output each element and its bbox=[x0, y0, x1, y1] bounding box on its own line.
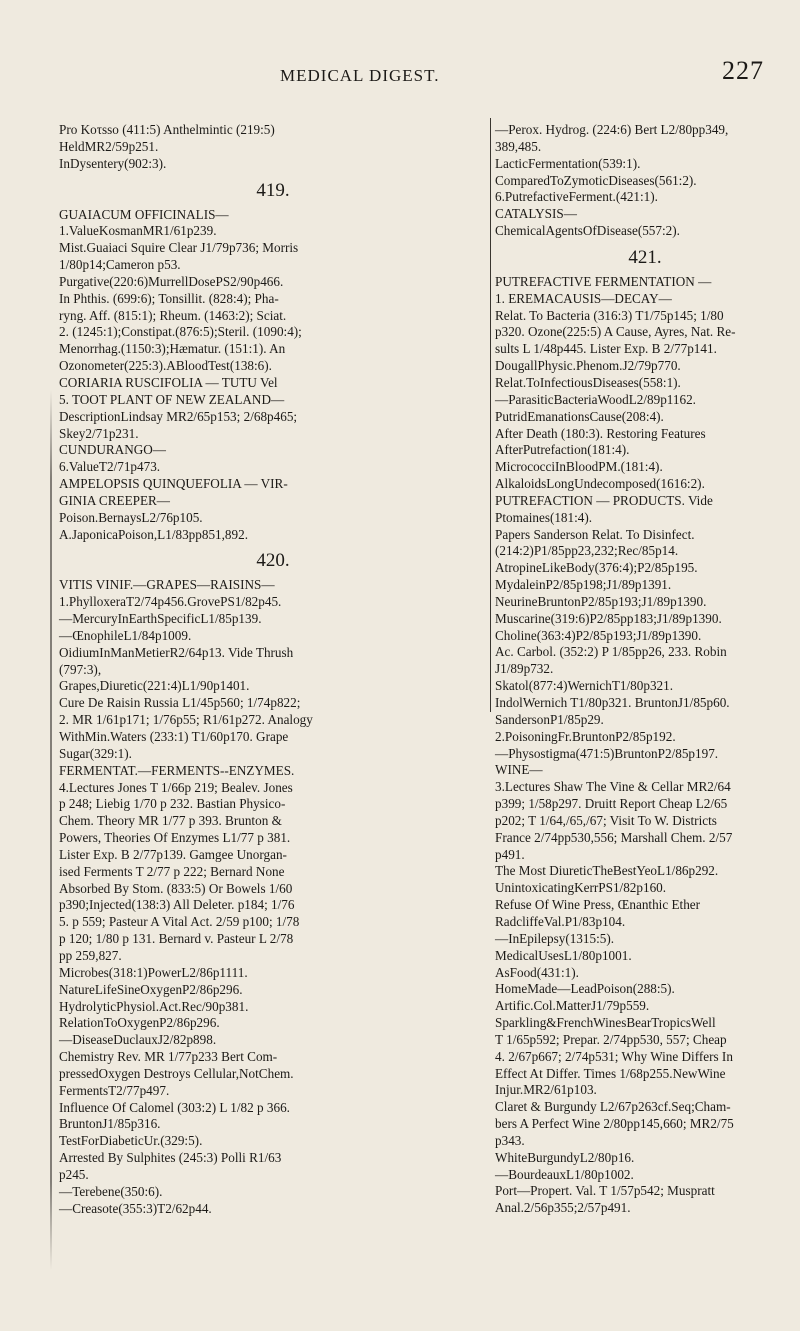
index-line: BruntonJ1/85p316. bbox=[59, 1116, 161, 1132]
index-line: 1. EREMACAUSIS—DECAY— bbox=[495, 290, 672, 306]
index-line: Ac. Carbol. (352:2) P 1/85pp26, 233. Robin bbox=[495, 644, 727, 660]
index-line: Mist.Guaiaci Squire Clear J1/79p736; Morris bbox=[59, 240, 299, 256]
index-line: (214:2)P1/85pp23,232;Rec/85p14. bbox=[495, 543, 679, 559]
index-line: PUTREFACTIVE FERMENTATION — bbox=[495, 273, 712, 289]
left-column bbox=[59, 122, 487, 1217]
index-line: LacticFermentation(539:1). bbox=[495, 155, 641, 171]
index-line: OidiumInManMetierR2/64p13. Vide Thrush bbox=[59, 644, 294, 660]
index-line: In Phthis. (699:6); Tonsillit. (828:4); Pha- bbox=[59, 290, 279, 306]
index-line: Microbes(318:1)PowerL2/86p1111. bbox=[59, 964, 248, 980]
index-line: bers A Perfect Wine 2/80pp145,660; MR2/75 bbox=[495, 1116, 734, 1132]
index-line: PUTREFACTION — PRODUCTS. Vide bbox=[495, 492, 713, 508]
index-line: UnintoxicatingKerrPS1/82p160. bbox=[495, 880, 667, 896]
index-line: AfterPutrefaction(181:4). bbox=[495, 442, 630, 458]
index-line: InDysentery(902:3). bbox=[59, 155, 167, 171]
index-line: p202; T 1/64,/65,/67; Visit To W. Districts bbox=[495, 812, 717, 828]
index-line: —MercuryInEarthSpecificL1/85p139. bbox=[59, 611, 262, 627]
section-number: 420. bbox=[256, 550, 290, 572]
index-line: NatureLifeSineOxygenP2/86p296. bbox=[59, 981, 243, 997]
index-line: CORIARIA RUSCIFOLIA — TUTU Vel bbox=[59, 374, 278, 390]
index-line: GUAIACUM OFFICINALIS— bbox=[59, 206, 229, 222]
index-line: Powers, Theories Of Enzymes L1/77 p 381. bbox=[59, 830, 291, 846]
column-rule bbox=[490, 118, 491, 712]
index-line: Artific.Col.MatterJ1/79p559. bbox=[495, 998, 650, 1014]
index-line: RadcliffeVal.P1/83p104. bbox=[495, 913, 626, 929]
index-line: WhiteBurgundyL2/80p16. bbox=[495, 1149, 635, 1165]
index-line: RelationToOxygenP2/86p296. bbox=[59, 1015, 220, 1031]
index-line: Lister Exp. B 2/77p139. Gamgee Unorgan- bbox=[59, 846, 287, 862]
index-line: Menorrhag.(1150:3);Hæmatur. (151:1). An bbox=[59, 341, 286, 357]
index-line: AlkaloidsLongUndecomposed(1616:2). bbox=[495, 476, 705, 492]
index-line: PutridEmanationsCause(208:4). bbox=[495, 408, 664, 424]
index-line: MicrococciInBloodPM.(181:4). bbox=[495, 459, 663, 475]
index-line: —ŒnophileL1/84p1009. bbox=[59, 627, 192, 643]
index-line: pp 259,827. bbox=[59, 947, 122, 963]
index-line: 6.PutrefactiveFerment.(421:1). bbox=[495, 189, 658, 205]
index-line: 3.Lectures Shaw The Vine & Cellar MR2/64 bbox=[495, 779, 731, 795]
index-line: p390;Injected(138:3) All Deleter. p184; 1/76 bbox=[59, 897, 295, 913]
index-line: Influence Of Calomel (303:2) L 1/82 p 366. bbox=[59, 1099, 290, 1115]
index-line: p 120; 1/80 p 131. Bernard v. Pasteur L 2/78 bbox=[59, 931, 294, 947]
index-line: Purgative(220:6)MurrellDosePS2/90p466. bbox=[59, 273, 284, 289]
index-line: Papers Sanderson Relat. To Disinfect. bbox=[495, 526, 695, 542]
index-line: —BourdeauxL1/80p1002. bbox=[495, 1166, 634, 1182]
index-line: p 248; Liebig 1/70 p 232. Bastian Physico- bbox=[59, 796, 286, 812]
index-line: TestForDiabeticUr.(329:5). bbox=[59, 1133, 203, 1149]
index-line: Anal.2/56p355;2/57p491. bbox=[495, 1200, 631, 1216]
index-line: WINE— bbox=[495, 762, 543, 778]
index-line: Effect At Differ. Times 1/68p255.NewWine bbox=[495, 1065, 726, 1081]
index-line: GINIA CREEPER— bbox=[59, 492, 170, 508]
index-line: France 2/74pp530,556; Marshall Chem. 2/57 bbox=[495, 829, 733, 845]
index-line: Chem. Theory MR 1/77 p 393. Brunton & bbox=[59, 813, 282, 829]
index-line: —Perox. Hydrog. (224:6) Bert L2/80pp349, bbox=[495, 122, 729, 137]
index-line: Ptomaines(181:4). bbox=[495, 509, 593, 525]
index-line: ChemicalAgentsOfDisease(557:2). bbox=[495, 223, 680, 239]
index-line: 6.ValueT2/71p473. bbox=[59, 459, 161, 475]
index-line: 1/80p14;Cameron p53. bbox=[59, 257, 181, 273]
index-line: ised Ferments T 2/77 p 222; Bernard None bbox=[59, 863, 285, 879]
index-line: Claret & Burgundy L2/67p263cf.Seq;Cham- bbox=[495, 1099, 731, 1115]
index-line: Chemistry Rev. MR 1/77p233 Bert Com- bbox=[59, 1049, 278, 1065]
index-line: p245. bbox=[59, 1166, 89, 1182]
index-line: Poison.BernaysL2/76p105. bbox=[59, 509, 203, 525]
index-line: p399; 1/58p297. Druitt Report Cheap L2/65 bbox=[495, 796, 728, 812]
index-line: Sugar(329:1). bbox=[59, 745, 132, 761]
index-line: p343. bbox=[495, 1132, 525, 1148]
index-line: (797:3), bbox=[59, 661, 102, 677]
index-line: Skey2/71p231. bbox=[59, 425, 139, 441]
right-column bbox=[495, 122, 795, 1217]
index-line: Refuse Of Wine Press, Œnanthic Ether bbox=[495, 897, 701, 913]
index-line: —Terebene(350:6). bbox=[59, 1183, 163, 1199]
index-line: ryng. Aff. (815:1); Rheum. (1463:2); Sciat. bbox=[59, 307, 287, 323]
index-line: Injur.MR2/61p103. bbox=[495, 1082, 597, 1098]
index-line: SandersonP1/85p29. bbox=[495, 711, 604, 727]
index-line: Ozonometer(225:3).ABloodTest(138:6). bbox=[59, 358, 272, 374]
index-line: Choline(363:4)P2/85p193;J1/89p1390. bbox=[495, 627, 702, 643]
margin-shadow bbox=[50, 390, 52, 1270]
index-line: After Death (180:3). Restoring Features bbox=[495, 425, 706, 441]
index-line: Muscarine(319:6)P2/85pp183;J1/89p1390. bbox=[495, 610, 722, 626]
index-line: —InEpilepsy(1315:5). bbox=[495, 930, 615, 946]
index-line: WithMin.Waters (233:1) T1/60p170. Grape bbox=[59, 729, 289, 744]
index-line: Absorbed By Stom. (833:5) Or Bowels 1/60 bbox=[59, 880, 293, 896]
index-line: AMPELOPSIS QUINQUEFOLIA — VIR- bbox=[59, 476, 288, 492]
index-line: MedicalUsesL1/80p1001. bbox=[495, 947, 632, 963]
index-line: Pro Koτsso (411:5) Anthelmintic (219:5) bbox=[59, 122, 275, 137]
index-line: HydrolyticPhysiol.Act.Rec/90p381. bbox=[59, 998, 249, 1014]
page-number: 227 bbox=[722, 56, 764, 85]
section-number: 419. bbox=[256, 179, 290, 201]
index-line: VITIS VINIF.—GRAPES—RAISINS— bbox=[59, 577, 275, 593]
index-line: Cure De Raisin Russia L1/45p560; 1/74p822; bbox=[59, 695, 301, 711]
index-line: —DiseaseDuclauxJ2/82p898. bbox=[59, 1032, 217, 1048]
index-line: Skatol(877:4)WernichT1/80p321. bbox=[495, 678, 674, 694]
section-number: 421. bbox=[628, 246, 662, 268]
index-line: 2. (1245:1);Constipat.(876:5);Steril. (1090:4); bbox=[59, 324, 302, 340]
index-line: 2.PoisoningFr.BruntonP2/85p192. bbox=[495, 728, 676, 744]
index-line: HeldMR2/59p251. bbox=[59, 138, 159, 154]
index-line: AtropineLikeBody(376:4);P2/85p195. bbox=[495, 560, 698, 576]
index-line: NeurineBruntonP2/85p193;J1/89p1390. bbox=[495, 593, 707, 609]
index-line: MydaleinP2/85p198;J1/89p1391. bbox=[495, 577, 672, 593]
index-line: FermentsT2/77p497. bbox=[59, 1082, 170, 1098]
index-line: —ParasiticBacteriaWoodL2/89p1162. bbox=[495, 391, 696, 407]
index-line: p491. bbox=[495, 846, 525, 862]
index-line: A.JaponicaPoison,L1/83pp851,892. bbox=[59, 526, 249, 542]
index-line: DescriptionLindsay MR2/65p153; 2/68p465; bbox=[59, 408, 298, 424]
index-line: 4.Lectures Jones T 1/66p 219; Bealev. Jones bbox=[59, 779, 293, 795]
index-line: 1.ValueKosmanMR1/61p239. bbox=[59, 223, 217, 239]
index-line: The Most DiureticTheBestYeoL1/86p292. bbox=[495, 863, 719, 879]
index-line: T 1/65p592; Prepar. 2/74pp530, 557; Cheap bbox=[495, 1031, 727, 1047]
index-line: AsFood(431:1). bbox=[495, 964, 579, 980]
index-line: J1/89p732. bbox=[495, 661, 554, 677]
index-line: sults L 1/48p445. Lister Exp. B 2/77p141. bbox=[495, 341, 717, 357]
index-line: HomeMade—LeadPoison(288:5). bbox=[495, 981, 675, 997]
index-line: Arrested By Sulphites (245:3) Polli R1/63 bbox=[59, 1150, 282, 1166]
index-line: 5. p 559; Pasteur A Vital Act. 2/59 p100; 1/78 bbox=[59, 914, 300, 930]
index-line: FERMENTAT.—FERMENTS--ENZYMES. bbox=[59, 762, 295, 778]
index-line: 1.PhylloxeraT2/74p456.GrovePS1/82p45. bbox=[59, 594, 282, 610]
index-line: pressedOxygen Destroys Cellular,NotChem. bbox=[59, 1065, 294, 1081]
index-line: Port—Propert. Val. T 1/57p542; Muspratt bbox=[495, 1183, 715, 1199]
index-line: Relat. To Bacteria (316:3) T1/75p145; 1/80 bbox=[495, 307, 724, 323]
index-line: DougallPhysic.Phenom.J2/79p770. bbox=[495, 358, 681, 374]
index-line: IndolWernich T1/80p321. BruntonJ1/85p60. bbox=[495, 695, 730, 710]
index-line: CUNDURANGO— bbox=[59, 442, 166, 458]
index-line: p320. Ozone(225:5) A Cause, Ayres, Nat. Re- bbox=[495, 324, 736, 340]
index-line: Sparkling&FrenchWinesBearTropicsWell bbox=[495, 1015, 716, 1031]
index-line: —Creasote(355:3)T2/62p44. bbox=[59, 1200, 212, 1216]
index-line: CATALYSIS— bbox=[495, 206, 577, 222]
index-line: —Physostigma(471:5)BruntonP2/85p197. bbox=[495, 745, 719, 761]
index-line: Relat.ToInfectiousDiseases(558:1). bbox=[495, 374, 681, 390]
index-line: 389,485. bbox=[495, 138, 542, 154]
index-line: 4. 2/67p667; 2/74p531; Why Wine Differs In bbox=[495, 1048, 733, 1064]
index-line: 2. MR 1/61p171; 1/76p55; R1/61p272. Analogy bbox=[59, 712, 313, 728]
running-title: MEDICAL DIGEST. bbox=[280, 66, 440, 85]
index-line: ComparedToZymoticDiseases(561:2). bbox=[495, 172, 697, 188]
index-line: 5. TOOT PLANT OF NEW ZEALAND— bbox=[59, 391, 285, 407]
index-line: Grapes,Diuretic(221:4)L1/90p1401. bbox=[59, 678, 250, 694]
